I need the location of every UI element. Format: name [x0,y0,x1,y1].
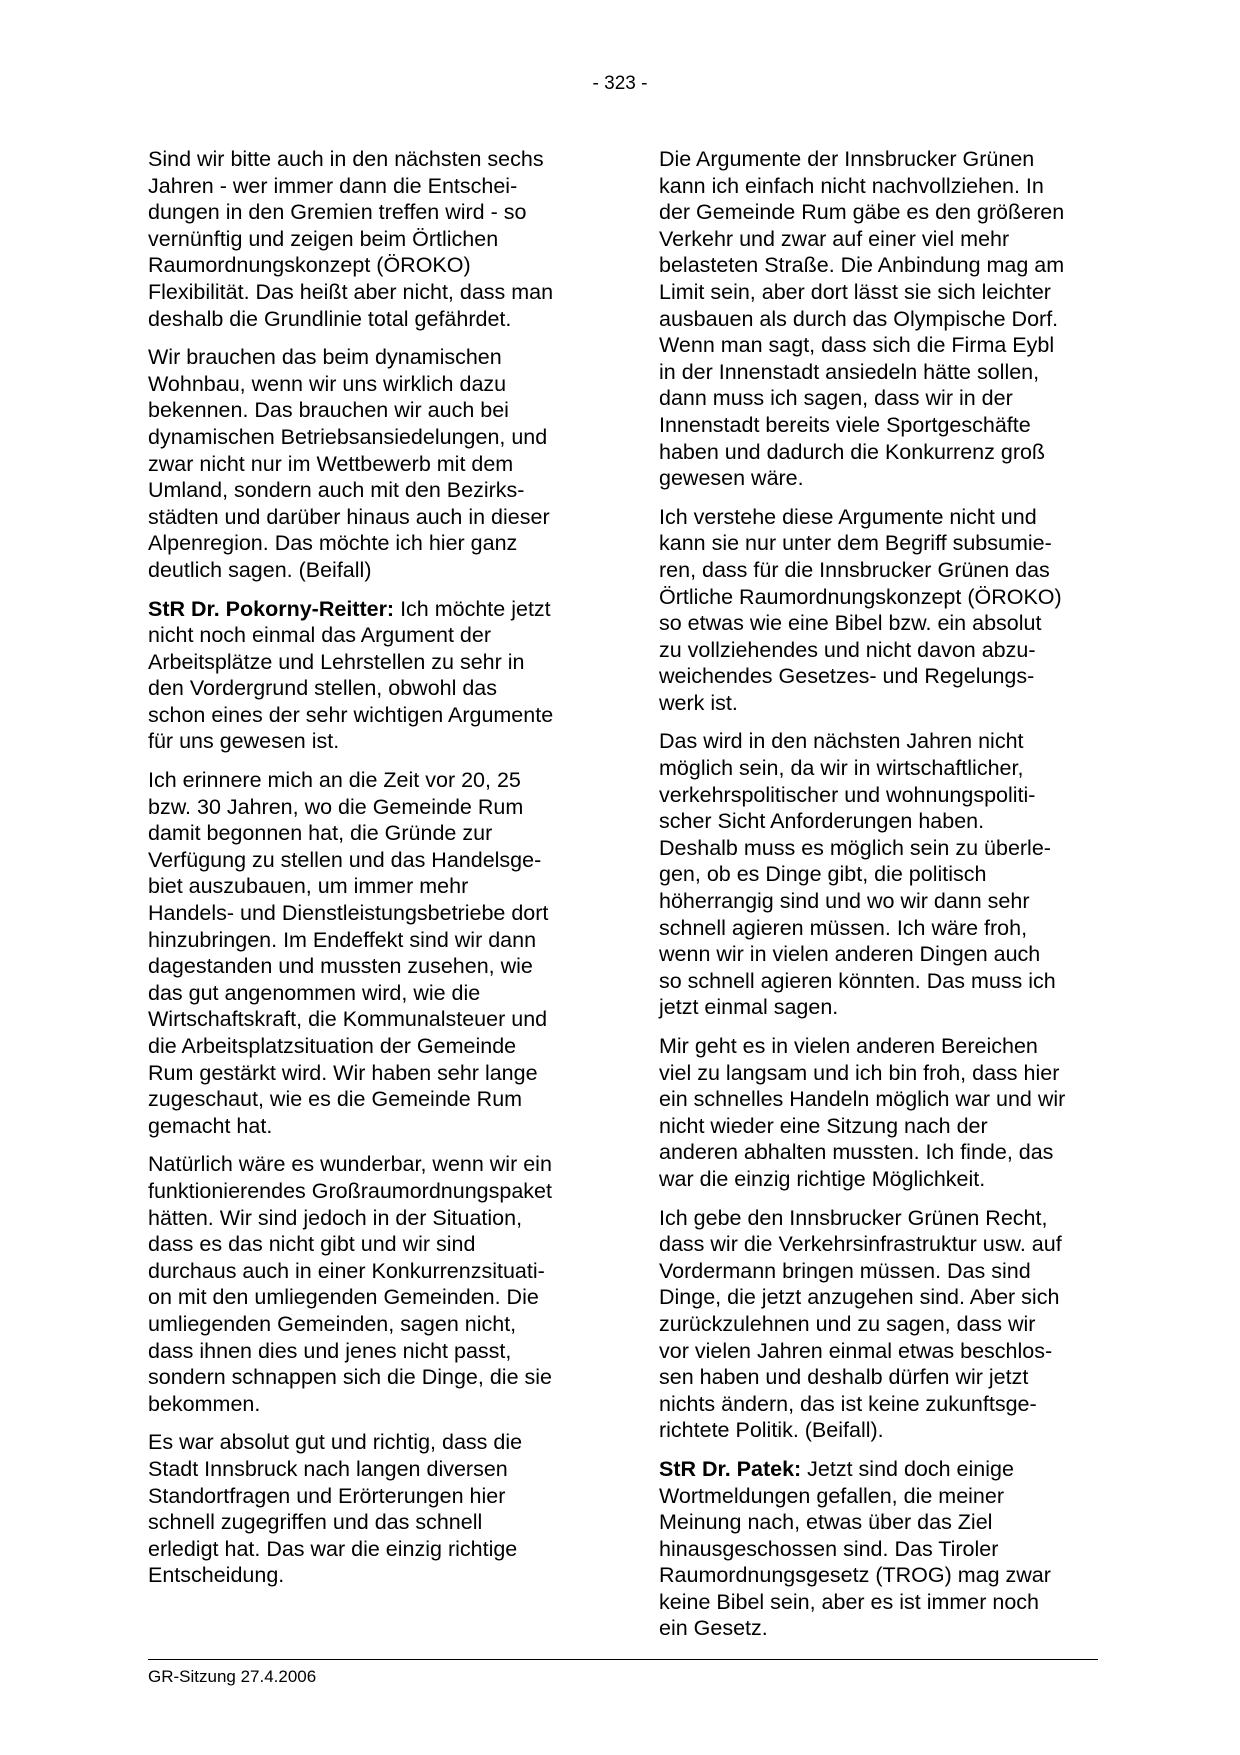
paragraph [148,1151,594,1417]
speaker-name: StR Dr. Patek: [659,1456,802,1481]
text-line: Handels- und Dienstleistungsbetriebe dort [148,901,549,926]
text-line: scher Sicht Anforderungen haben. [659,809,985,834]
text-line: Wir brauchen das beim dynamischen [148,345,502,370]
text-line: Raumordnungskonzept (ÖROKO) [148,253,471,278]
text-line: durchaus auch in einer Konkurrenzsituati- [148,1258,545,1283]
paragraph [659,1033,1105,1193]
text-line: Limit sein, aber dort lässt sie sich leichter [659,279,1051,304]
text-line: Entscheidung. [148,1563,285,1588]
text-line: Es war absolut gut und richtig, dass die [148,1430,523,1455]
text-line: in der Innenstadt ansiedeln hätte sollen, [659,359,1040,384]
text-line: werk ist. [659,690,738,715]
text-line: zurückzulehnen und zu sagen, dass wir [659,1311,1036,1336]
text-line: belasteten Straße. Die Anbindung mag am [659,253,1065,278]
text-line: so etwas wie eine Bibel bzw. ein absolut [659,611,1042,636]
text-line: hinzubringen. Im Endeffekt sind wir dann [148,927,537,952]
text-line: bekommen. [148,1391,261,1416]
text-line: deshalb die Grundlinie total gefährdet. [148,306,512,331]
text-line: dass ihnen dies und jenes nicht passt, [148,1338,512,1363]
speaker-name: StR Dr. Pokorny-Reitter: [148,596,395,621]
text-line: Ich gebe den Innsbrucker Grünen Recht, [659,1205,1048,1230]
text-line: möglich sein, da wir in wirtschaftlicher, [659,756,1024,781]
text-line: deutlich sagen. (Beifall) [148,557,372,582]
text-line: dynamischen Betriebsansiedelungen, und [148,424,548,449]
text-line: Arbeitsplätze und Lehrstellen zu sehr in [148,649,525,674]
text-line: zu vollziehendes und nicht davon abzu- [659,637,1036,662]
text-line: die Arbeitsplatzsituation der Gemeinde [148,1034,517,1058]
footer-rule [148,1659,1098,1660]
text-line: vernünftig und zeigen beim Örtlichen [148,226,499,251]
text-line: kann sie nur unter dem Begriff subsumie- [659,531,1052,556]
text-line: ausbauen als durch das Olympische Dorf. [659,306,1059,331]
text-line: Die Argumente der Innsbrucker Grünen [659,147,1035,171]
text-line: Innenstadt bereits viele Sportgeschäfte [659,412,1031,437]
paragraph [148,767,594,1139]
text-line: dungen in den Gremien treffen wird - so [148,200,527,225]
text-line: bzw. 30 Jahren, wo die Gemeinde Rum [148,794,524,819]
text-line: dass es das nicht gibt und wir sind [148,1232,476,1257]
text-line: Raumordnungsgesetz (TROG) mag zwar [659,1563,1051,1588]
speaker-line [148,596,594,623]
text-line: kann ich einfach nicht nachvollziehen. In [659,173,1044,198]
text-line: das gut angenommen wird, wie die [148,980,481,1005]
text-line: städten und darüber hinaus auch in dieser [148,504,550,529]
text-line: schon eines der sehr wichtigen Argumente [148,702,554,727]
paragraph [659,1456,1105,1642]
speaker-line-text: Jetzt sind doch einige [801,1456,1014,1481]
text-line: keine Bibel sein, aber es ist immer noch [659,1589,1040,1614]
text-line: nicht noch einmal das Argument der [148,623,492,648]
text-line: erledigt hat. Das war die einzig richtige [148,1536,518,1561]
text-line: Mir geht es in vielen anderen Bereichen [659,1034,1038,1058]
paragraph [659,146,1105,492]
page-number: - 323 - [592,73,648,94]
text-line: jetzt einmal sagen. [659,995,839,1020]
text-line: on mit den umliegenden Gemeinden. Die [148,1285,539,1310]
text-line: zugeschaut, wie es die Gemeinde Rum [148,1087,523,1112]
text-line: ein schnelles Handeln möglich war und wir [659,1087,1066,1112]
text-line: hätten. Wir sind jedoch in der Situation, [148,1205,523,1230]
text-line: Wortmeldungen gefallen, die meiner [659,1483,1004,1508]
text-line: war die einzig richtige Möglichkeit. [659,1166,986,1191]
text-line: Wirtschaftskraft, die Kommunalsteuer und [148,1007,548,1032]
text-line: dass wir die Verkehrsinfrastruktur usw. auf [659,1232,1062,1257]
text-line: Natürlich wäre es wunderbar, wenn wir ein [148,1152,552,1177]
text-line: nicht wieder eine Sitzung nach der [659,1113,988,1138]
text-line: biet auszubauen, um immer mehr [148,874,469,899]
text-line: Örtliche Raumordnungskonzept (ÖROKO) [659,584,1062,609]
text-line: nichts ändern, das ist keine zukunftsge- [659,1391,1037,1416]
text-line: zwar nicht nur im Wettbewerb mit dem [148,451,514,476]
text-line: so schnell agieren könnten. Das muss ich [659,968,1056,993]
text-line: viel zu langsam und ich bin froh, dass hier [659,1060,1060,1085]
right-column [659,146,1105,1654]
text-line: Ich verstehe diese Argumente nicht und [659,504,1037,529]
text-line: ren, dass für die Innsbrucker Grünen das [659,557,1050,582]
text-line: Das wird in den nächsten Jahren nicht [659,729,1024,754]
text-line: gewesen wäre. [659,466,804,491]
text-line: schnell zugegriffen und das schnell [148,1510,483,1535]
text-line: damit begonnen hat, die Gründe zur [148,821,493,846]
paragraph [148,344,594,583]
text-line: Dinge, die jetzt anzugehen sind. Aber sich [659,1285,1060,1310]
text-line: bekennen. Das brauchen wir auch bei [148,398,509,423]
text-line: schnell agieren müssen. Ich wäre froh, [659,915,1028,940]
footer-session-date: GR-Sitzung 27.4.2006 [148,1667,317,1686]
text-line: gemacht hat. [148,1113,273,1138]
speaker-line [659,1456,1105,1483]
text-line: sen haben und deshalb dürfen wir jetzt [659,1365,1029,1390]
text-line: Umland, sondern auch mit den Bezirks- [148,478,525,503]
text-line: Jahren - wer immer dann die Entschei- [148,173,518,198]
text-line: Stadt Innsbruck nach langen diversen [148,1456,508,1481]
text-line: den Vordergrund stellen, obwohl das [148,676,498,701]
text-line: Deshalb muss es möglich sein zu überle- [659,835,1051,860]
text-line: sondern schnappen sich die Dinge, die sie [148,1365,552,1390]
text-line: dagestanden und mussten zusehen, wie [148,954,533,979]
text-line: vor vielen Jahren einmal etwas beschlos- [659,1338,1053,1363]
paragraph [148,1429,594,1589]
text-line: der Gemeinde Rum gäbe es den größeren [659,200,1065,225]
text-line: Standortfragen und Erörterungen hier [148,1483,506,1508]
text-line: Meinung nach, etwas über das Ziel [659,1510,993,1535]
text-line: richtete Politik. (Beifall). [659,1418,884,1443]
text-line: gen, ob es Dinge gibt, die politisch [659,862,987,887]
text-line: weichendes Gesetzes- und Regelungs- [659,664,1035,689]
text-line: funktionierendes Großraumordnungspaket [148,1178,552,1203]
text-line: Vordermann bringen müssen. Das sind [659,1258,1031,1283]
text-line: Wohnbau, wenn wir uns wirklich dazu [148,371,507,396]
text-line: dann muss ich sagen, dass wir in der [659,386,1013,411]
text-line: Verkehr und zwar auf einer viel mehr [659,226,1010,251]
text-line: Sind wir bitte auch in den nächsten sechs [148,147,544,171]
text-line: wenn wir in vielen anderen Dingen auch [659,942,1041,967]
text-line: höherrangig sind und wo wir dann sehr [659,889,1030,914]
text-line: hinausgeschossen sind. Das Tiroler [659,1536,999,1561]
paragraph [659,504,1105,717]
text-line: haben und dadurch die Konkurrenz groß [659,439,1046,464]
paragraph [659,728,1105,1021]
speaker-line-text: Ich möchte jetzt [394,596,551,621]
paragraph [148,146,594,332]
text-line: für uns gewesen ist. [148,729,340,754]
text-line: Wenn man sagt, dass sich die Firma Eybl [659,333,1055,358]
text-line: Ich erinnere mich an die Zeit vor 20, 25 [148,768,521,793]
text-line: Alpenregion. Das möchte ich hier ganz [148,531,518,556]
paragraph [148,596,594,756]
text-line: ein Gesetz. [659,1616,768,1641]
left-column [148,146,594,1601]
text-line: verkehrspolitischer und wohnungspoliti- [659,782,1036,807]
text-line: Rum gestärkt wird. Wir haben sehr lange [148,1060,538,1085]
text-line: Verfügung zu stellen und das Handelsge- [148,847,542,872]
text-line: umliegenden Gemeinden, sagen nicht, [148,1311,517,1336]
text-line: Flexibilität. Das heißt aber nicht, dass man [148,279,554,304]
text-line: anderen abhalten mussten. Ich finde, das [659,1140,1054,1165]
paragraph [659,1205,1105,1444]
